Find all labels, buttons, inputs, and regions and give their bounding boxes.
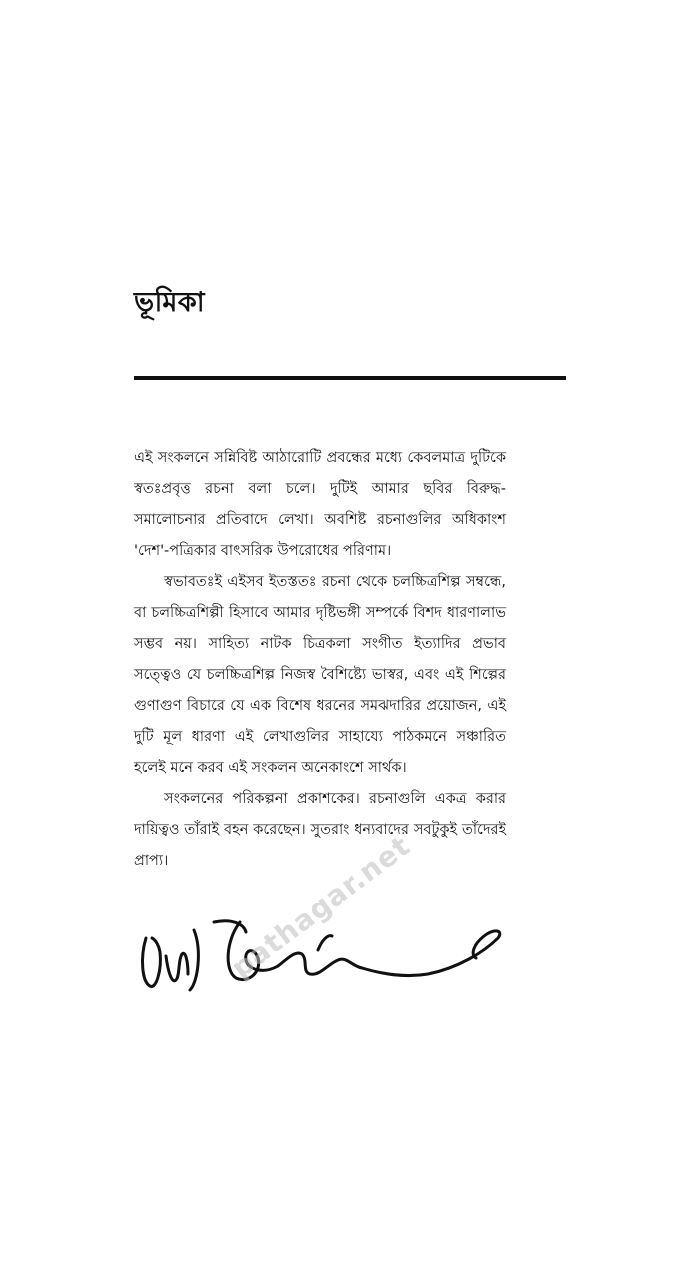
paragraph-3: সংকলনের পরিকল্পনা প্রকাশকের। রচনাগুলি একত্র করার দায়িত্বও তাঁরাই বহন করেছেন। সুতরাং ধন্যবাদের সবটুকুই তাঁদেরই প্রাপ্য। (134, 791, 506, 869)
paragraph-1: এই সংকলনে সন্নিবিষ্ট আঠারোটি প্রবন্ধের মধ্যে কেবলমাত্র দুটিকে স্বতঃপ্রবৃত্ত রচনা বলা চলে। দুটিই আমার ছবির বিরুদ্ধ-সমালোচনার প্রতিবাদে লেখা। অবশিষ্ট রচনাগুলির অধিকাংশ 'দেশ'-পত্রিকার বাৎসরিক উপরোধের পরিণাম। (134, 450, 506, 559)
watermark: pathagar.net (225, 829, 417, 985)
paragraph-2: স্বভাবতঃই এইসব ইতস্ততঃ রচনা থেকে চলচ্চিত্রশিল্প সম্বন্ধে, বা চলচ্চিত্রশিল্পী হিসাবে আমার দৃষ্টিভঙ্গী সম্পর্কে বিশদ ধারণালাভ সম্ভব নয়। সাহিত্য নাটক চিত্রকলা সংগীত ইত্যাদির প্রভাব সত্ত্বেও যে চলচ্চিত্রশিল্প নিজস্ব বৈশিষ্ট্যে ভাস্বর, এবং এই শিল্পের গুণাগুণ বিচারে যে এক বিশেষ ধরনের সমঝদারির প্রয়োজন, এই দুটি মূল ধারণা এই লেখাগুলির সাহায্যে পাঠকমনে সঞ্চারিত হলেই মনে করব এই সংকলন অনেকাংশে সার্থক। (134, 574, 506, 776)
preface-body (134, 443, 506, 877)
page-title: ভূমিকা (134, 287, 206, 318)
title-divider (134, 376, 566, 380)
